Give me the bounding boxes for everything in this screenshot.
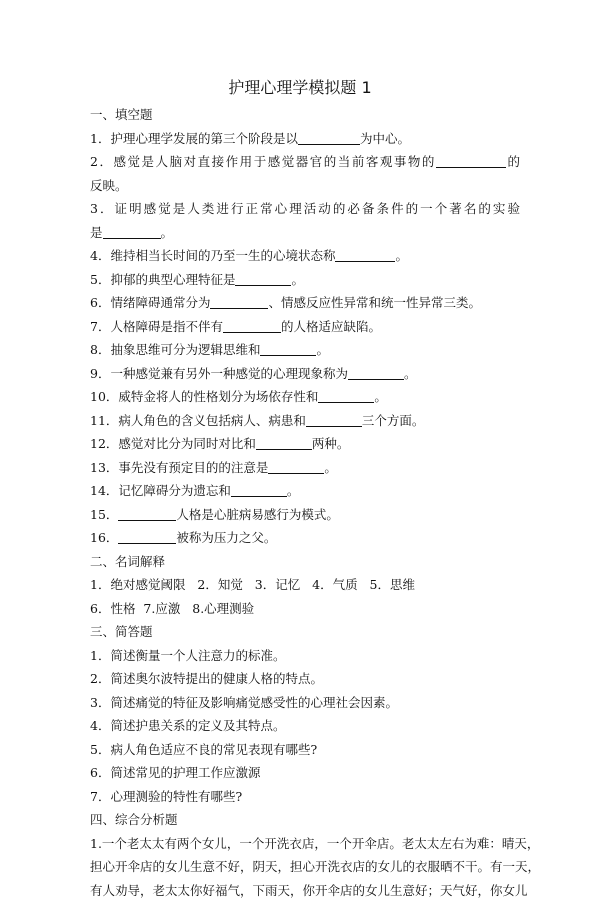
question-fill-2: 2．感觉是人脑对直接作用于感觉器官的当前客观事物的 的 (90, 150, 520, 174)
terms-line-2: 6．性格 7.应激 8.心理测验 (90, 597, 520, 621)
question-fill-15: 15． 人格是心脏病易感行为模式。 (90, 503, 520, 527)
answer-blank (298, 130, 360, 145)
answer-blank (306, 412, 362, 427)
analysis-line-1: 1.一个老太太有两个女儿，一个开洗衣店，一个开伞店。老太太左右为难：晴天， (90, 832, 520, 856)
section-heading-fill: 一、填空题 (90, 103, 520, 127)
question-fill-9: 9．一种感觉兼有另外一种感觉的心理现象称为 。 (90, 362, 520, 386)
answer-blank (260, 341, 316, 356)
answer-blank (348, 365, 404, 380)
question-fill-12: 12．感觉对比分为同时对比和 两种。 (90, 432, 520, 456)
question-fill-7: 7．人格障碍是指不伴有 的人格适应缺陷。 (90, 315, 520, 339)
question-fill-1: 1．护理心理学发展的第三个阶段是以 为中心。 (90, 127, 520, 151)
answer-blank (268, 459, 324, 474)
question-short-2: 2．简述奥尔波特提出的健康人格的特点。 (90, 667, 520, 691)
answer-blank (118, 506, 176, 521)
question-fill-11: 11．病人角色的含义包括病人、病患和 三个方面。 (90, 409, 520, 433)
question-fill-2-cont: 反映。 (90, 174, 520, 198)
answer-blank (256, 435, 312, 450)
question-short-6: 6．简述常见的护理工作应激源 (90, 761, 520, 785)
answer-blank (103, 224, 161, 239)
answer-blank (210, 294, 268, 309)
question-short-7: 7．心理测验的特性有哪些? (90, 785, 520, 809)
analysis-line-3: 有人劝导，老太太你好福气，下雨天，你开伞店的女儿生意好；天气好，你女儿 (90, 879, 520, 902)
question-fill-8: 8．抽象思维可分为逻辑思维和 。 (90, 338, 520, 362)
question-fill-16: 16． 被称为压力之父。 (90, 526, 520, 550)
question-fill-3: 3．证明感觉是人类进行正常心理活动的必备条件的一个著名的实验 (90, 197, 520, 221)
terms-line-1: 1．绝对感觉阈限 2．知觉 3．记忆 4．气质 5．思维 (90, 573, 520, 597)
answer-blank (235, 271, 291, 286)
section-heading-short: 三、简答题 (90, 620, 520, 644)
section-heading-terms: 二、名词解释 (90, 550, 520, 574)
question-fill-4: 4．维持相当长时间的乃至一生的心境状态称 。 (90, 244, 520, 268)
question-fill-5: 5．抑郁的典型心理特征是 。 (90, 268, 520, 292)
answer-blank (436, 153, 506, 168)
question-fill-3-cont: 是 。 (90, 221, 520, 245)
section-heading-analysis: 四、综合分析题 (90, 808, 520, 832)
page-title: 护理心理学模拟题 1 (0, 77, 600, 99)
answer-blank (335, 247, 395, 262)
question-fill-6: 6．情绪障碍通常分为 、情感反应性异常和统一性异常三类。 (90, 291, 520, 315)
question-short-3: 3．简述痛觉的特征及影响痛觉感受性的心理社会因素。 (90, 691, 520, 715)
question-short-5: 5．病人角色适应不良的常见表现有哪些? (90, 738, 520, 762)
question-fill-14: 14．记忆障碍分为遗忘和 。 (90, 479, 520, 503)
document-body (90, 103, 520, 902)
answer-blank (118, 529, 176, 544)
answer-blank (223, 318, 281, 333)
analysis-line-2: 担心开伞店的女儿生意不好，阴天，担心开洗衣店的女儿的衣服晒不干。有一天， (90, 855, 520, 879)
question-fill-13: 13．事先没有预定目的的注意是 。 (90, 456, 520, 480)
question-short-1: 1．简述衡量一个人注意力的标准。 (90, 644, 520, 668)
question-fill-10: 10．威特金将人的性格划分为场依存性和 。 (90, 385, 520, 409)
answer-blank (318, 388, 374, 403)
answer-blank (231, 482, 287, 497)
question-short-4: 4．简述护患关系的定义及其特点。 (90, 714, 520, 738)
